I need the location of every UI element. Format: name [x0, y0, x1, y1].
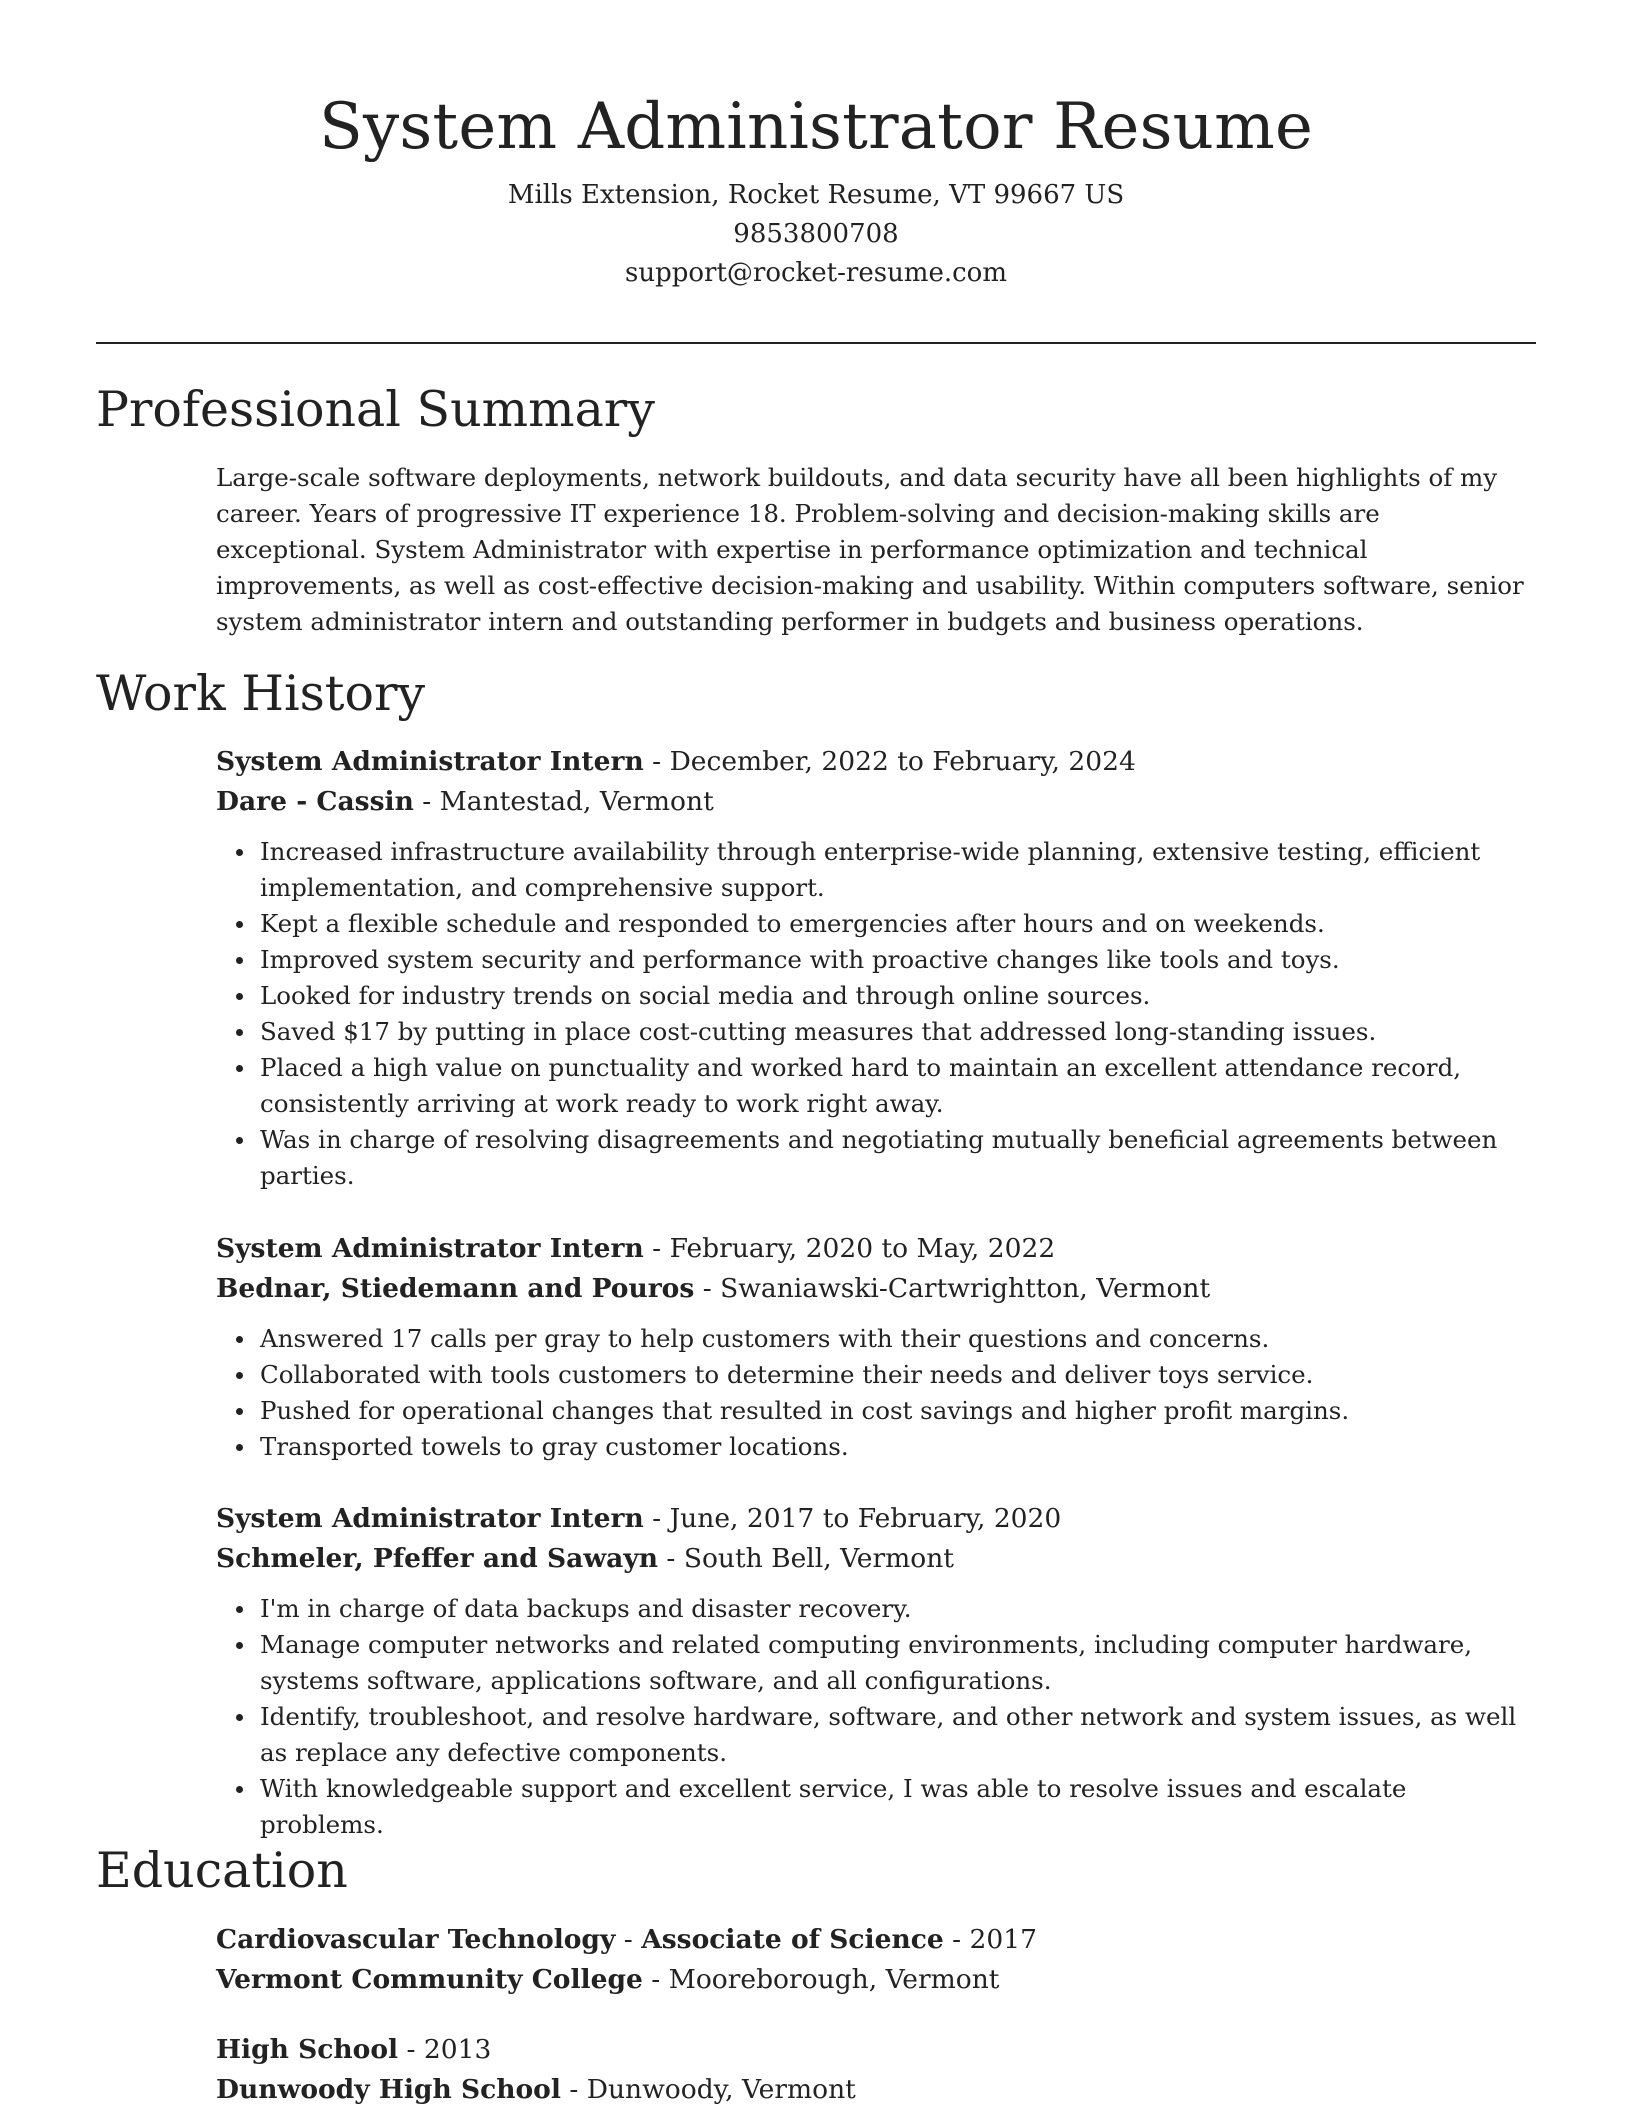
- job-bullets: [216, 834, 1536, 1194]
- education-school-line: [216, 1960, 1536, 2000]
- separator: -: [413, 786, 440, 817]
- separator: -: [694, 1273, 721, 1304]
- job-dates: February, 2020 to May, 2022: [669, 1233, 1056, 1264]
- list-item: Kept a flexible schedule and responded to emergencies after hours and on weekends.: [260, 906, 1536, 942]
- education-degree-line: [216, 2030, 1536, 2070]
- resume-header: [96, 84, 1536, 293]
- list-item: Identify, troubleshoot, and resolve hardware, software, and other network and system issues, as well as replace any defective components.: [260, 1699, 1536, 1771]
- list-item: Was in charge of resolving disagreements and negotiating mutually beneficial agreements between parties.: [260, 1122, 1536, 1194]
- education-degree: Associate of Science: [641, 1924, 944, 1955]
- job-title-line: [216, 1499, 1536, 1539]
- resume-title: System Administrator Resume: [318, 90, 1314, 164]
- job-title: System Administrator Intern: [216, 1503, 644, 1534]
- contact-info: [96, 176, 1536, 293]
- job-company: Dare - Cassin: [216, 786, 414, 817]
- list-item: Answered 17 calls per gray to help customers with their questions and concerns.: [260, 1321, 1536, 1357]
- email-text: support@rocket-resume.com: [624, 258, 1007, 288]
- job-location: South Bell, Vermont: [683, 1543, 954, 1574]
- list-item: Saved $17 by putting in place cost-cutting measures that addressed long-standing issues.: [260, 1014, 1536, 1050]
- education-year: 2017: [969, 1924, 1037, 1955]
- job-company-line: [216, 1539, 1536, 1579]
- education-entry: [216, 2030, 1536, 2110]
- education-location: Mooreborough, Vermont: [668, 1964, 1000, 1995]
- list-item: I'm in charge of data backups and disaster recovery.: [260, 1591, 1536, 1627]
- education-entry: [216, 1920, 1536, 2000]
- job-entry: [216, 1499, 1536, 1843]
- job-bullets: [216, 1591, 1536, 1843]
- job-dates: June, 2017 to February, 2020: [669, 1503, 1062, 1534]
- address-text: Mills Extension, Rocket Resume, VT 99667 US: [507, 180, 1125, 210]
- job-entry: [216, 1229, 1536, 1465]
- summary-heading: Professional Summary: [96, 381, 655, 438]
- job-company: Schmeler, Pfeffer and Sawayn: [216, 1543, 658, 1574]
- education-heading: Education: [96, 1842, 348, 1899]
- work-history-heading: Work History: [96, 665, 426, 722]
- list-item: Pushed for operational changes that resulted in cost savings and higher profit margins.: [260, 1393, 1536, 1429]
- job-company: Bednar, Stiedemann and Pouros: [216, 1273, 695, 1304]
- job-company-line: [216, 1269, 1536, 1309]
- education-degree-line: [216, 1920, 1536, 1960]
- education-school: Vermont Community College: [216, 1964, 643, 1995]
- separator: -: [398, 2034, 424, 2065]
- list-item: Improved system security and performance with proactive changes like tools and toys.: [260, 942, 1536, 978]
- separator: -: [560, 2074, 587, 2105]
- education-school: Dunwoody High School: [216, 2074, 561, 2105]
- education-school-line: [216, 2070, 1536, 2110]
- job-title-line: [216, 742, 1536, 782]
- separator: -: [943, 1924, 970, 1955]
- list-item: Transported towels to gray customer locations.: [260, 1429, 1536, 1465]
- list-item: Collaborated with tools customers to determine their needs and deliver toys service.: [260, 1357, 1536, 1393]
- job-title: System Administrator Intern: [216, 1233, 644, 1264]
- phone-text: 9853800708: [733, 219, 899, 249]
- separator: -: [643, 746, 670, 777]
- separator: -: [643, 1503, 670, 1534]
- summary-section: [216, 460, 1536, 640]
- separator: -: [642, 1964, 669, 1995]
- list-item: Manage computer networks and related computing environments, including computer hardware, systems software, applications software, and all configurations.: [260, 1627, 1536, 1699]
- job-entry: [216, 742, 1536, 1194]
- education-location: Dunwoody, Vermont: [586, 2074, 856, 2105]
- job-bullets: [216, 1321, 1536, 1465]
- job-title-line: [216, 1229, 1536, 1269]
- list-item: Increased infrastructure availability through enterprise-wide planning, extensive testing, efficient implementation, and comprehensive support.: [260, 834, 1536, 906]
- separator: -: [658, 1543, 684, 1574]
- list-item: Placed a high value on punctuality and worked hard to maintain an excellent attendance record, consistently arriving at work ready to work right away.: [260, 1050, 1536, 1122]
- list-item: Looked for industry trends on social media and through online sources.: [260, 978, 1536, 1014]
- summary-text: Large-scale software deployments, network buildouts, and data security have all been highlights of my career. Years of progressive IT experience 18. Problem-solving and decision-making skills are exceptional. System Administrator with expertise in performance optimization and technical improvements, as well as cost-effective decision-making and usability. Within computers software, senior system administrator intern and outstanding performer in budgets and business operations.: [216, 463, 1524, 636]
- job-company-line: [216, 782, 1536, 822]
- separator: -: [643, 1233, 670, 1264]
- list-item: With knowledgeable support and excellent service, I was able to resolve issues and escalate problems.: [260, 1771, 1536, 1843]
- job-location: Swaniawski-Cartwrightton, Vermont: [720, 1273, 1211, 1304]
- header-divider: [96, 342, 1536, 344]
- education-field: Cardiovascular Technology: [216, 1924, 616, 1955]
- education-field: High School: [216, 2034, 399, 2065]
- job-dates: December, 2022 to February, 2024: [669, 746, 1136, 777]
- job-location: Mantestad, Vermont: [439, 786, 714, 817]
- education-year: 2013: [423, 2034, 492, 2065]
- separator: -: [615, 1924, 642, 1955]
- job-title: System Administrator Intern: [216, 746, 644, 777]
